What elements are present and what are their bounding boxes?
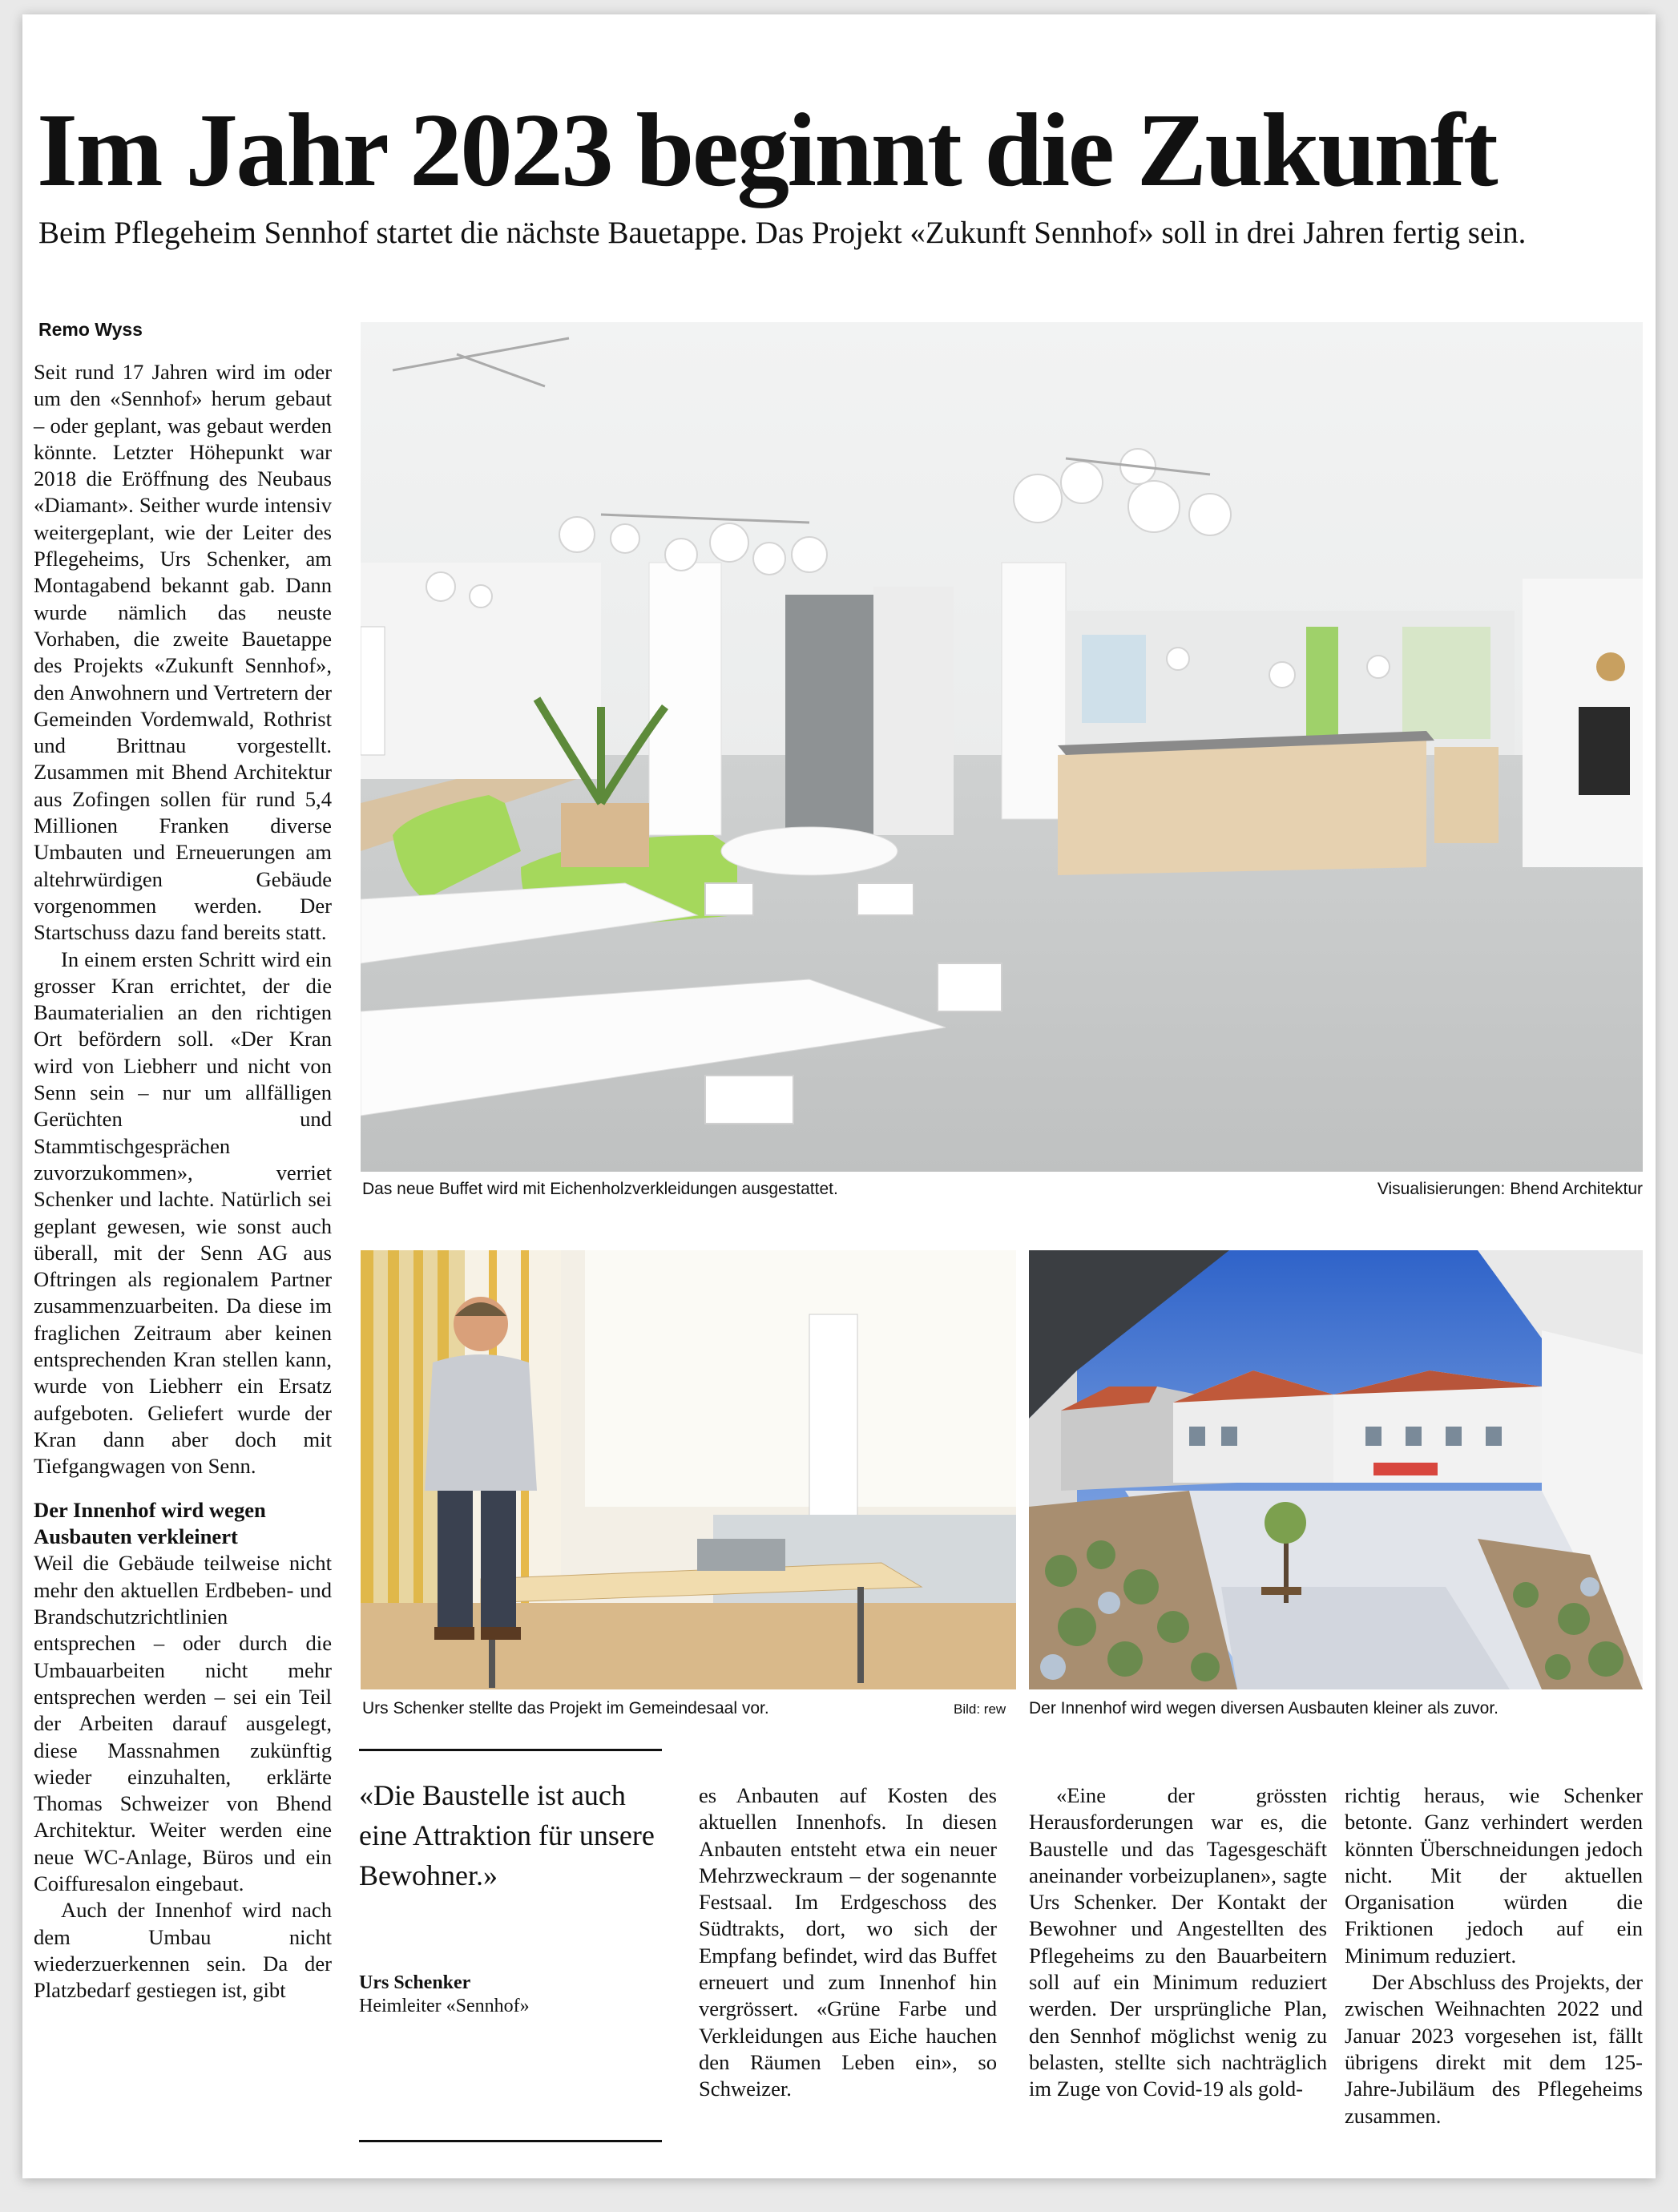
paragraph: es Anbauten auf Kosten des aktuellen Innenhofs. In diesen Anbauten entsteht etwa ein neuer Mehrzweckraum – der sogenannte Festsaal. Im Erdgeschoss des Südtrakts, dort, wo sich der Empfang befindet, wird das Buffet erneuert und zum Innenhof hin vergrössert. «Grüne Farbe und Verkleidungen aus Eiche hauchen den Räumen Leben ein», so Schweizer. bbox=[699, 1783, 997, 2101]
quote-text: «Die Baustelle ist auch eine Attraktion für unsere Bewohner.» bbox=[359, 1779, 655, 1891]
byline: Remo Wyss bbox=[38, 319, 143, 340]
courtyard-visualization-image bbox=[1029, 1250, 1643, 1689]
headline: Im Jahr 2023 beginnt die Zukunft bbox=[37, 92, 1497, 208]
column-4 bbox=[1345, 1782, 1643, 2129]
figure-caption: Urs Schenker stellte das Projekt im Gemeindesaal vor. bbox=[362, 1699, 769, 1718]
quote-author: Urs Schenker bbox=[359, 1972, 471, 1993]
figure-caption: Der Innenhof wird wegen diversen Ausbauten kleiner als zuvor. bbox=[1029, 1699, 1499, 1718]
paragraph: «Eine der grössten Herausforderungen war es, die Baustelle und das Tagesgeschäft aneinander vorbeizuplanen», sagte Urs Schenker. Der Kontakt der Bewohner und Angestellten des Pflegeheims zu den Bauarbeitern soll auf ein Minimum reduziert werden. Der ursprüngliche Plan, den Sennhof möglichst wenig zu belasten, stellte sich nachträglich im Zuge von Covid-19 als gold- bbox=[1029, 1783, 1327, 2101]
paragraph: richtig heraus, wie Schenker betonte. Ganz verhindert werden könnten Überschneidungen jedoch nicht. Mit der aktuellen Organisation würden die Friktionen jedoch auf ein Minimum reduziert. bbox=[1345, 1783, 1643, 1968]
paragraph: In einem ersten Schritt wird ein grosser Kran errichtet, der die Baumaterialien an den richtigen Ort befördern soll. «Der Kran wird von Liebherr und nicht von Senn sein – nur um allfälligen Gerüchten und Stammtischgesprächen zuvorzukommen», verriet Schenker und lachte. Natürlich sei geplant gewesen, wie sonst auch überall, mit der Senn AG aus Oftringen als regionalem Partner zusammenzuarbeiten. Da diese im fraglichen Zeitraum aber keinen entsprechenden Kran stellen kann, wurde von Liebherr ein Ersatz aufgeboten. Geliefert wurde der Kran dann aber doch mit Tiefgangwagen von Senn. bbox=[34, 947, 332, 1479]
page-content bbox=[34, 26, 1644, 2167]
paragraph: Seit rund 17 Jahren wird im oder um den «Sennhof» herum gebaut – oder geplant, was gebaut werden könnte. Letzter Höhepunkt war 2018 die Eröffnung des Neubaus «Diamant». Seither wurde intensiv weitergeplant, wie der Leiter des Pflegeheims, Urs Schenker, am Montagabend bekannt gab. Dann wurde nämlich das neuste Vorhaben, die zweite Bauetappe des Projekts «Zukunft Sennhof», den Anwohnern und Vertretern der Gemeinden Vordemwald, Rothrist und Brittnau vorgestellt. Zusammen mit Bhend Architektur aus Zofingen sollen für rund 5,4 Millionen Franken diverse Umbauten und Erneuerungen am altehrwürdigen Gebäude vorgenommen werden. Der Startschuss dazu fand bereits statt. bbox=[34, 360, 332, 945]
column-3 bbox=[1029, 1782, 1327, 2103]
paragraph: Weil die Gebäude teilweise nicht mehr den aktuellen Erdbeben- und Brandschutzrichtlinien entsprechen – oder durch die Umbauarbeiten nicht mehr entsprechen werden – sei ein Teil der Arbeiten darauf ausgelegt, diese Massnahmen zukünftig wieder einzuhalten, erklärte Thomas Schweizer von Bhend Architektur. Weiter werden eine neue WC-Anlage, Büros und ein Coiffuresalon eingebaut. bbox=[34, 1551, 332, 1896]
presenter-photo bbox=[361, 1250, 1016, 1689]
quote-top-rule bbox=[359, 1749, 662, 1751]
newspaper-page bbox=[22, 14, 1656, 2178]
interior-visualization-image bbox=[361, 322, 1643, 1172]
figure-credit: Bild: rew bbox=[954, 1701, 1006, 1717]
subheading: Der Innenhof wird wegen Ausbauten verkleinert bbox=[34, 1498, 266, 1549]
pull-quote bbox=[359, 1749, 662, 2017]
column-2 bbox=[699, 1782, 997, 2103]
paragraph: Auch der Innenhof wird nach dem Umbau nicht wiederzuerkennen sein. Da der Platzbedarf gestiegen ist, gibt bbox=[34, 1898, 332, 2003]
figure-credit: Visualisierungen: Bhend Architektur bbox=[1377, 1180, 1643, 1198]
quote-author-role: Heimleiter «Sennhof» bbox=[359, 1996, 530, 2016]
quote-bottom-rule bbox=[359, 2140, 662, 2142]
figure-caption: Das neue Buffet wird mit Eichenholzverkleidungen ausgestattet. bbox=[362, 1180, 838, 1198]
column-1 bbox=[34, 359, 332, 2004]
subheadline: Beim Pflegeheim Sennhof startet die nächste Bauetappe. Das Projekt «Zukunft Sennhof» soll in drei Jahren fertig sein. bbox=[38, 216, 1527, 250]
paragraph: Der Abschluss des Projekts, der zwischen Weihnachten 2022 und Januar 2023 vorgesehen ist, fällt übrigens direkt mit dem 125-Jahre-Jubiläum des Pflegeheims zusammen. bbox=[1345, 1970, 1643, 2128]
